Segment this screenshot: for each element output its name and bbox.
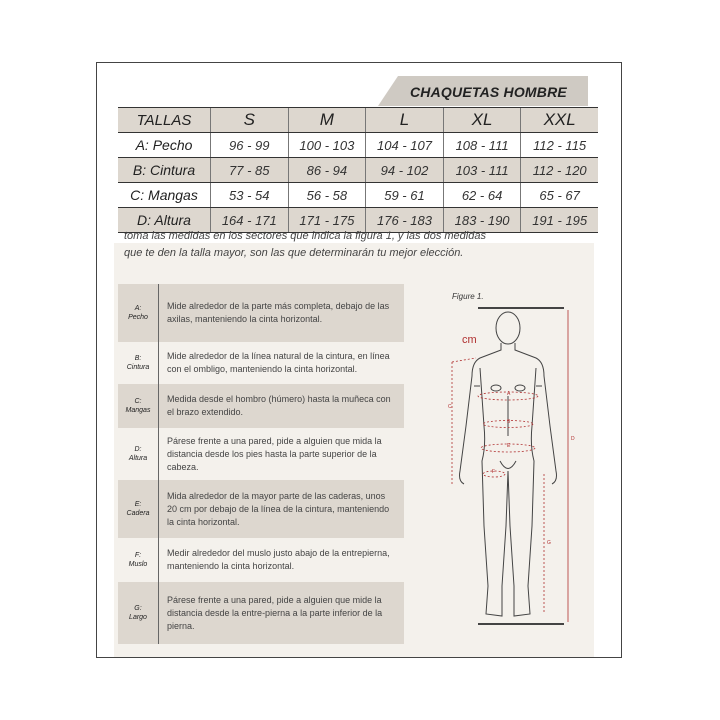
table-row [118, 132, 598, 157]
guide-code [118, 480, 159, 538]
guide-row-mangas [118, 384, 404, 428]
head-shape [496, 312, 520, 344]
guide-row-altura [118, 428, 404, 480]
guide-description: Medir alrededor del muslo justo abajo de la entrepierna, manteniendo la cinta horizontal. [167, 548, 390, 571]
marker-g: G [547, 540, 551, 546]
table-cell: 94 - 102 [365, 158, 443, 182]
table-cell: 96 - 99 [210, 133, 288, 157]
table-cell: 65 - 67 [520, 183, 598, 207]
guide-code [118, 342, 159, 384]
marker-e: E [507, 443, 511, 449]
header-cell: S [210, 108, 288, 132]
header-cell: XXL [520, 108, 598, 132]
table-cell: 86 - 94 [288, 158, 366, 182]
page-title: CHAQUETAS HOMBRE [410, 84, 567, 100]
guide-code [118, 384, 159, 428]
row-label: C: Mangas [130, 187, 198, 203]
guide-code-name: Largo [129, 614, 147, 621]
row-label: A: Pecho [135, 137, 193, 153]
unit-label: cm [462, 334, 477, 346]
table-cell: 62 - 64 [443, 183, 521, 207]
marker-f: F [492, 469, 496, 475]
right-leg-outline [508, 368, 536, 616]
guide-description: Párese frente a una pared, pide a alguien que mide la distancia desde la entre-pierna a la parte inferior de la pierna. [167, 594, 383, 631]
size-table-header [118, 107, 598, 132]
guide-code-letter: E: [134, 501, 142, 508]
table-cell: 104 - 107 [365, 133, 443, 157]
table-cell: 183 - 190 [443, 208, 521, 232]
right-arm-outline [515, 343, 557, 484]
guide-description: Párese frente a una pared, pide a alguien que mida la distancia desde los pies hasta la parte superior de la cabeza. [167, 435, 382, 472]
header-cell: XL [443, 108, 521, 132]
groin-detail [500, 461, 516, 469]
left-arm-outline [460, 343, 502, 484]
chest-left [491, 385, 501, 391]
table-row [118, 182, 598, 207]
table-cell: 77 - 85 [210, 158, 288, 182]
header-cell: L [365, 108, 443, 132]
guide-code-name: Altura [128, 455, 148, 462]
guide-row-cadera [118, 480, 404, 538]
guide-code-name: Pecho [128, 314, 148, 321]
guide-code-letter: G: [134, 605, 142, 612]
table-cell: 100 - 103 [288, 133, 366, 157]
table-cell: 112 - 115 [520, 133, 598, 157]
guide-code-name: Cintura [126, 364, 150, 371]
header-cell: M [288, 108, 366, 132]
left-leg-outline [480, 368, 508, 616]
guide-row-muslo [118, 538, 404, 582]
guide-code [118, 428, 159, 480]
marker-c: C [448, 404, 452, 410]
guide-code-letter: D: [134, 446, 142, 453]
table-cell: 171 - 175 [288, 208, 366, 232]
table-cell: 53 - 54 [210, 183, 288, 207]
guide-row-cintura [118, 342, 404, 384]
row-label: B: Cintura [132, 162, 196, 178]
guide-code-name: Cadera [126, 510, 150, 517]
guide-description: Mida alrededor de la mayor parte de las caderas, unos 20 cm por debajo de la línea de la cintura, manteniendo la cinta horizontal. [167, 490, 390, 527]
table-cell: 191 - 195 [520, 208, 598, 232]
chest-right [515, 385, 525, 391]
body-figure [436, 296, 586, 636]
guide-code [118, 538, 159, 582]
marker-d: D [571, 436, 575, 442]
guide-code-letter: C: [134, 398, 142, 405]
table-cell: 108 - 111 [443, 133, 521, 157]
sleeve-top-line [452, 358, 476, 362]
guide-row-largo [118, 582, 404, 644]
marker-a: A [507, 391, 511, 397]
guide-code-letter: B: [134, 355, 142, 362]
table-cell: 164 - 171 [210, 208, 288, 232]
guide-code [118, 582, 159, 644]
row-label: D: Altura [137, 212, 191, 228]
guide-code-name: Mangas [125, 407, 151, 414]
table-cell: 56 - 58 [288, 183, 366, 207]
guide-code-name: Muslo [128, 561, 148, 568]
guide-description: Medida desde el hombro (húmero) hasta la muñeca con el brazo extendido. [167, 394, 391, 417]
header-cell: TALLAS [136, 111, 192, 129]
figure-label: Figure 1. [452, 292, 484, 301]
table-cell: 112 - 120 [520, 158, 598, 182]
guide-row-pecho [118, 284, 404, 342]
guide-description: Mide alrededor de la línea natural de la cintura, en línea con el ombligo, manteniendo la cinta horizontal. [167, 351, 390, 374]
guide-code-letter: F: [134, 552, 142, 559]
instructions-note: toma las medidas en los sectores que indica la figura 1, y las dos medidas que te den la talla mayor, son las que determinarán tu mejor elección. [124, 230, 486, 259]
size-table [118, 107, 598, 233]
table-cell: 176 - 183 [365, 208, 443, 232]
table-cell: 103 - 111 [443, 158, 521, 182]
guide-code-letter: A: [134, 305, 142, 312]
guide-description: Mide alrededor de la parte más completa, debajo de las axilas, manteniendo la cinta horizontal. [167, 301, 390, 324]
table-cell: 59 - 61 [365, 183, 443, 207]
table-row [118, 157, 598, 182]
guide-code [118, 284, 159, 342]
marker-b: B [507, 419, 511, 425]
